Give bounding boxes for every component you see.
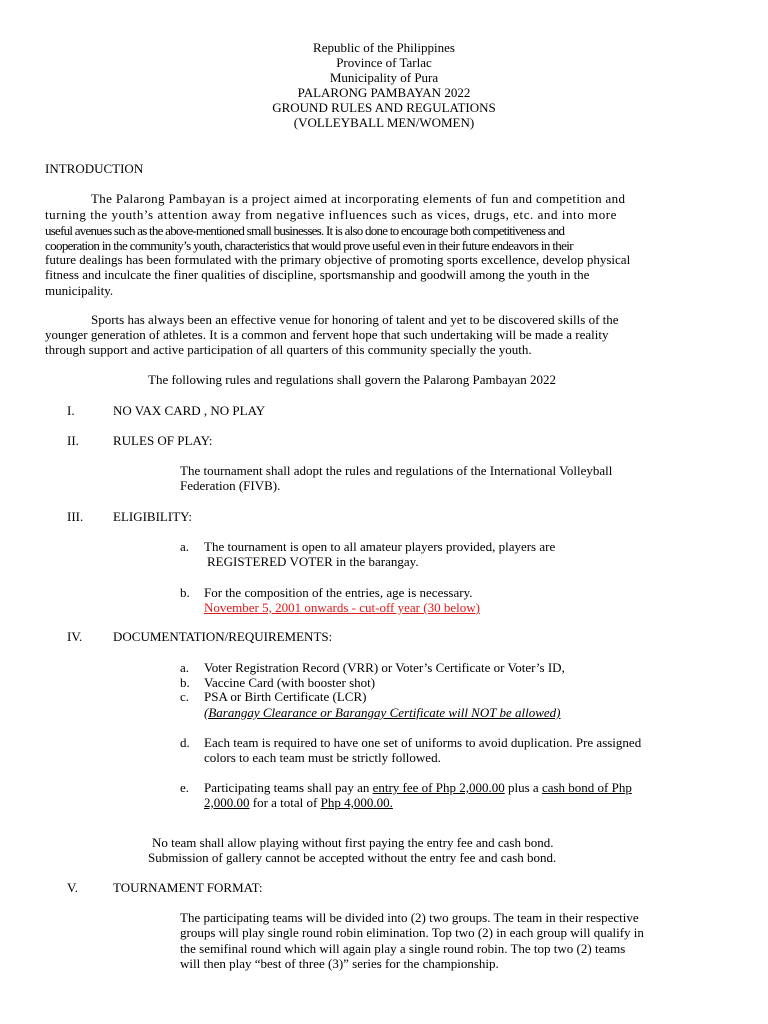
- section-2-title: RULES OF PLAY:: [113, 433, 213, 448]
- section-4-d-label: d.: [180, 735, 190, 750]
- entry-fee-amount: entry fee of Php 2,000.00: [372, 780, 505, 795]
- cutoff-date-note: November 5, 2001 onwards - cut-off year (30 below): [204, 600, 480, 615]
- header-event-title: PALARONG PAMBAYAN 2022: [297, 85, 471, 100]
- section-3-number: III.: [67, 509, 84, 524]
- intro-p1-line5: future dealings has been formulated with the primary objective of promoting sports excellence, develop physical: [45, 252, 631, 267]
- section-3-a-label: a.: [180, 539, 190, 554]
- cash-bond-amount: 2,000.00: [204, 795, 250, 810]
- intro-p1-line1: The Palarong Pambayan is a project aimed at incorporating elements of fun and competition and: [91, 191, 626, 206]
- header-republic: Republic of the Philippines: [313, 40, 455, 55]
- header-rules-title: GROUND RULES AND REGULATIONS: [272, 100, 496, 115]
- section-3-a-line1: The tournament is open to all amateur players provided, players are: [204, 539, 556, 554]
- intro-p1-line2: turning the youth’s attention away from negative influences such as vices, drugs, etc. and into more: [45, 207, 617, 222]
- section-4-e-label: e.: [180, 780, 190, 795]
- section-3-a-line2: REGISTERED VOTER in the barangay.: [207, 554, 419, 569]
- section-4-e-line2: [204, 795, 393, 810]
- intro-p1-line6: fitness and inculcate the finer qualities of discipline, sportsmanship and goodwill among the youth in the: [45, 267, 590, 282]
- section-4-d-line2: colors to each team must be strictly followed.: [204, 750, 441, 765]
- section-4-number: IV.: [67, 629, 83, 644]
- section-2-body-line2: Federation (FIVB).: [180, 478, 281, 493]
- payment-note-2: Submission of gallery cannot be accepted without the entry fee and cash bond.: [148, 850, 557, 865]
- section-1-title: NO VAX CARD , NO PLAY: [113, 403, 266, 418]
- intro-p2-line2: younger generation of athletes. It is a common and fervent hope that such undertaking will be made a reality: [45, 327, 609, 342]
- header-province: Province of Tarlac: [336, 55, 432, 70]
- intro-heading: INTRODUCTION: [45, 161, 144, 176]
- fee-text-2: plus a: [504, 780, 542, 795]
- intro-p2-line3: through support and active participation of all quarters of this community specially the youth.: [45, 342, 532, 357]
- section-4-a: Voter Registration Record (VRR) or Voter’s Certificate or Voter’s ID,: [204, 660, 565, 675]
- intro-p2-line1: Sports has always been an effective venue for honoring of talent and yet to be discovered skills of the: [91, 312, 619, 327]
- section-1-number: I.: [67, 403, 75, 418]
- section-2-body-line1: The tournament shall adopt the rules and regulations of the International Volleyball: [180, 463, 613, 478]
- section-3-title: ELIGIBILITY:: [113, 509, 192, 524]
- intro-p3: The following rules and regulations shall govern the Palarong Pambayan 2022: [148, 372, 556, 387]
- section-5-body-line4: will then play “best of three (3)” series for the championship.: [180, 956, 499, 971]
- section-4-b: Vaccine Card (with booster shot): [204, 675, 376, 690]
- total-fee-amount: Php 4,000.00.: [320, 795, 393, 810]
- intro-p1-line4: cooperation in the community’s youth, characteristics that would prove useful even in their future endeavors in their: [45, 238, 573, 253]
- section-4-c: PSA or Birth Certificate (LCR): [204, 689, 367, 704]
- section-5-title: TOURNAMENT FORMAT:: [113, 880, 263, 895]
- section-4-a-label: a.: [180, 660, 190, 675]
- section-2-number: II.: [67, 433, 79, 448]
- cash-bond-label: cash bond of Php: [541, 780, 632, 795]
- header-municipality: Municipality of Pura: [329, 70, 439, 85]
- clearance-not-allowed-note: (Barangay Clearance or Barangay Certificate will NOT be allowed): [204, 705, 561, 720]
- intro-p1-line3: useful avenues such as the above-mentioned small businesses. It is also done to encourage both competitiveness and: [45, 223, 565, 238]
- section-4-d-line1: Each team is required to have one set of uniforms to avoid duplication. Pre assigned: [204, 735, 642, 750]
- fee-text-1: Participating teams shall pay an: [204, 780, 373, 795]
- section-5-body-line3: the semifinal round which will again play a single round robin. The top two (2) teams: [180, 941, 626, 956]
- payment-note-1: No team shall allow playing without first paying the entry fee and cash bond.: [152, 835, 554, 850]
- section-4-b-label: b.: [180, 675, 190, 690]
- section-4-title: DOCUMENTATION/REQUIREMENTS:: [113, 629, 333, 644]
- section-5-body-line2: groups will play single round robin elimination. Top two (2) in each group will qualify in: [180, 925, 644, 940]
- section-4-c-label: c.: [180, 689, 190, 704]
- fee-text-3: for a total of: [249, 795, 321, 810]
- section-5-body-line1: The participating teams will be divided into (2) two groups. The team in their respective: [180, 910, 639, 925]
- section-4-e-line1: [204, 780, 632, 795]
- header-category: (VOLLEYBALL MEN/WOMEN): [293, 115, 475, 130]
- intro-p1-line7: municipality.: [45, 283, 114, 298]
- section-3-b-line1: For the composition of the entries, age is necessary.: [204, 585, 473, 600]
- section-3-b-label: b.: [180, 585, 190, 600]
- section-5-number: V.: [67, 880, 78, 895]
